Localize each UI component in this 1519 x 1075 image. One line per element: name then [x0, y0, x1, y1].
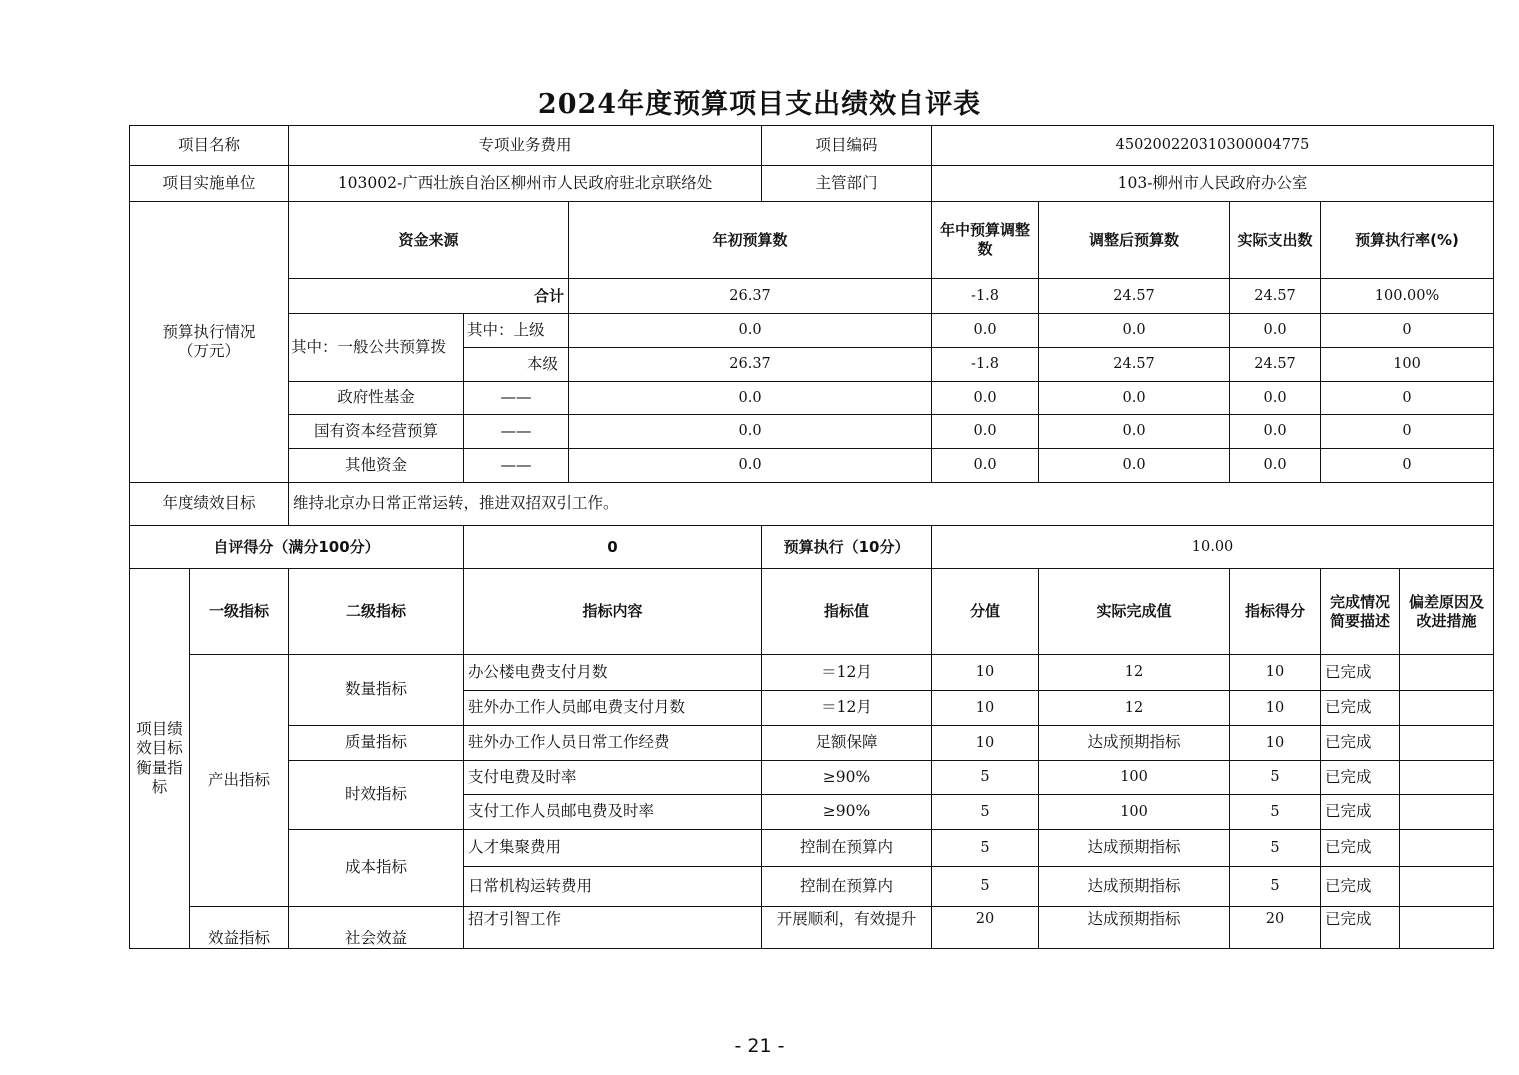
indicator-status: 已完成 — [1321, 655, 1400, 691]
indicator-points: 5 — [932, 795, 1039, 830]
evaluation-table — [129, 125, 1494, 949]
dept-label: 主管部门 — [762, 166, 932, 202]
indicator-status: 已完成 — [1321, 867, 1400, 907]
local-actual: 24.57 — [1230, 348, 1321, 382]
indicator-content: 人才集聚费用 — [464, 830, 762, 867]
header-actual: 实际支出数 — [1230, 202, 1321, 279]
social-benefit-label: 社会效益 — [289, 907, 464, 949]
table-row — [130, 761, 1494, 795]
indicator-reason — [1400, 867, 1494, 907]
table-row — [130, 314, 1494, 348]
indicator-value: 足额保障 — [762, 726, 932, 761]
table-row — [130, 382, 1494, 415]
header-level1: 一级指标 — [190, 569, 289, 655]
goal-label: 年度绩效目标 — [130, 483, 289, 526]
table-row — [130, 279, 1494, 314]
fund-source-label: 其他资金 — [289, 449, 464, 483]
indicator-points: 10 — [932, 655, 1039, 691]
page-title: 2024年度预算项目支出绩效自评表 — [537, 89, 982, 120]
table-row — [130, 907, 1494, 949]
table-row — [130, 526, 1494, 569]
upper-label: 其中：上级 — [464, 314, 569, 348]
fund-source-label: 政府性基金 — [289, 382, 464, 415]
indicator-score: 5 — [1230, 867, 1321, 907]
table-row — [130, 830, 1494, 867]
timeliness-indicator-label: 时效指标 — [289, 761, 464, 830]
fund-rate: 0 — [1321, 415, 1494, 449]
indicator-value: ＝12月 — [762, 655, 932, 691]
local-adjusted: 24.57 — [1039, 348, 1230, 382]
indicator-actual: 100 — [1039, 795, 1230, 830]
indicator-points: 5 — [932, 761, 1039, 795]
local-rate: 100 — [1321, 348, 1494, 382]
indicator-points: 20 — [932, 907, 1039, 949]
indicator-score: 10 — [1230, 655, 1321, 691]
indicator-status: 已完成 — [1321, 726, 1400, 761]
header-status: 完成情况简要描述 — [1321, 569, 1400, 655]
score-value: 0 — [464, 526, 762, 569]
indicator-content: 支付工作人员邮电费及时率 — [464, 795, 762, 830]
header-reason: 偏差原因及改进措施 — [1400, 569, 1494, 655]
indicator-content: 日常机构运转费用 — [464, 867, 762, 907]
table-row — [130, 726, 1494, 761]
evaluation-table-container — [129, 125, 1493, 947]
indicator-score: 20 — [1230, 907, 1321, 949]
indicator-score: 5 — [1230, 795, 1321, 830]
header-initial: 年初预算数 — [569, 202, 932, 279]
indicator-actual: 100 — [1039, 761, 1230, 795]
project-name-label: 项目名称 — [130, 126, 289, 166]
benefit-indicator-label: 效益指标 — [190, 907, 289, 949]
table-row — [130, 202, 1494, 279]
local-label: 本级 — [464, 348, 569, 382]
indicator-status: 已完成 — [1321, 795, 1400, 830]
total-adjusted: 24.57 — [1039, 279, 1230, 314]
indicator-actual: 达成预期指标 — [1039, 867, 1230, 907]
upper-adjusted: 0.0 — [1039, 314, 1230, 348]
upper-rate: 0 — [1321, 314, 1494, 348]
table-row — [130, 569, 1494, 655]
fund-mid-adjust: 0.0 — [932, 449, 1039, 483]
exec-label: 预算执行（10分） — [762, 526, 932, 569]
header-value: 指标值 — [762, 569, 932, 655]
fund-mid-adjust: 0.0 — [932, 415, 1039, 449]
indicator-actual: 达成预期指标 — [1039, 726, 1230, 761]
indicator-value: 控制在预算内 — [762, 867, 932, 907]
fund-adjusted: 0.0 — [1039, 415, 1230, 449]
fund-mid-adjust: 0.0 — [932, 382, 1039, 415]
dept: 103-柳州市人民政府办公室 — [932, 166, 1494, 202]
indicator-content: 办公楼电费支付月数 — [464, 655, 762, 691]
indicator-value: ≥90% — [762, 795, 932, 830]
total-initial: 26.37 — [569, 279, 932, 314]
indicator-content: 支付电费及时率 — [464, 761, 762, 795]
indicator-value: ≥90% — [762, 761, 932, 795]
table-row — [130, 415, 1494, 449]
page-number: - 21 - — [734, 1035, 785, 1057]
indicator-status: 已完成 — [1321, 907, 1400, 949]
header-score: 指标得分 — [1230, 569, 1321, 655]
table-row — [130, 483, 1494, 526]
indicator-value: 控制在预算内 — [762, 830, 932, 867]
indicator-reason — [1400, 726, 1494, 761]
indicator-value: ＝12月 — [762, 691, 932, 726]
total-actual: 24.57 — [1230, 279, 1321, 314]
header-content: 指标内容 — [464, 569, 762, 655]
indicator-reason — [1400, 795, 1494, 830]
fund-adjusted: 0.0 — [1039, 382, 1230, 415]
quantity-indicator-label: 数量指标 — [289, 655, 464, 726]
indicator-actual: 12 — [1039, 691, 1230, 726]
header-level2: 二级指标 — [289, 569, 464, 655]
table-row — [130, 126, 1494, 166]
project-name: 专项业务费用 — [289, 126, 762, 166]
header-adjusted: 调整后预算数 — [1039, 202, 1230, 279]
fund-initial: 0.0 — [569, 382, 932, 415]
indicator-reason — [1400, 655, 1494, 691]
impl-unit-label: 项目实施单位 — [130, 166, 289, 202]
general-budget-label: 其中：一般公共预算拨 — [289, 314, 464, 382]
indicator-points: 10 — [932, 726, 1039, 761]
budget-section-label: 预算执行情况（万元） — [130, 202, 289, 483]
quality-indicator-label: 质量指标 — [289, 726, 464, 761]
fund-source-dash: —— — [464, 449, 569, 483]
indicator-reason — [1400, 830, 1494, 867]
fund-initial: 0.0 — [569, 415, 932, 449]
header-points: 分值 — [932, 569, 1039, 655]
score-label: 自评得分（满分100分） — [130, 526, 464, 569]
table-row — [130, 449, 1494, 483]
project-code: 450200220310300004775 — [932, 126, 1494, 166]
indicator-points: 10 — [932, 691, 1039, 726]
indicator-score: 5 — [1230, 761, 1321, 795]
cost-indicator-label: 成本指标 — [289, 830, 464, 907]
local-mid-adjust: -1.8 — [932, 348, 1039, 382]
fund-actual: 0.0 — [1230, 449, 1321, 483]
indicator-content: 驻外办工作人员日常工作经费 — [464, 726, 762, 761]
indicator-score: 10 — [1230, 726, 1321, 761]
header-rate: 预算执行率(%) — [1321, 202, 1494, 279]
fund-adjusted: 0.0 — [1039, 449, 1230, 483]
table-row — [130, 166, 1494, 202]
indicator-reason — [1400, 761, 1494, 795]
project-code-label: 项目编码 — [762, 126, 932, 166]
indicator-section-label: 项目绩效目标衡量指标 — [130, 569, 190, 949]
total-rate: 100.00% — [1321, 279, 1494, 314]
fund-initial: 0.0 — [569, 449, 932, 483]
fund-source-dash: —— — [464, 415, 569, 449]
indicator-reason — [1400, 691, 1494, 726]
upper-mid-adjust: 0.0 — [932, 314, 1039, 348]
indicator-content: 驻外办工作人员邮电费支付月数 — [464, 691, 762, 726]
indicator-actual: 12 — [1039, 655, 1230, 691]
header-source: 资金来源 — [289, 202, 569, 279]
indicator-status: 已完成 — [1321, 691, 1400, 726]
impl-unit: 103002-广西壮族自治区柳州市人民政府驻北京联络处 — [289, 166, 762, 202]
fund-actual: 0.0 — [1230, 382, 1321, 415]
fund-actual: 0.0 — [1230, 415, 1321, 449]
total-mid-adjust: -1.8 — [932, 279, 1039, 314]
indicator-actual: 达成预期指标 — [1039, 830, 1230, 867]
indicator-points: 5 — [932, 867, 1039, 907]
indicator-value: 开展顺利，有效提升 — [762, 907, 932, 949]
goal-text: 维持北京办日常正常运转，推进双招双引工作。 — [289, 483, 1494, 526]
header-actual-value: 实际完成值 — [1039, 569, 1230, 655]
indicator-reason — [1400, 907, 1494, 949]
header-mid-adjust: 年中预算调整数 — [932, 202, 1039, 279]
total-label: 合计 — [289, 279, 569, 314]
upper-initial: 0.0 — [569, 314, 932, 348]
table-row — [130, 655, 1494, 691]
upper-actual: 0.0 — [1230, 314, 1321, 348]
output-indicator-label: 产出指标 — [190, 655, 289, 907]
local-initial: 26.37 — [569, 348, 932, 382]
fund-source-dash: —— — [464, 382, 569, 415]
fund-rate: 0 — [1321, 382, 1494, 415]
indicator-points: 5 — [932, 830, 1039, 867]
indicator-content: 招才引智工作 — [464, 907, 762, 949]
fund-rate: 0 — [1321, 449, 1494, 483]
indicator-status: 已完成 — [1321, 830, 1400, 867]
indicator-actual: 达成预期指标 — [1039, 907, 1230, 949]
fund-source-label: 国有资本经营预算 — [289, 415, 464, 449]
indicator-status: 已完成 — [1321, 761, 1400, 795]
indicator-score: 5 — [1230, 830, 1321, 867]
exec-value: 10.00 — [932, 526, 1494, 569]
indicator-score: 10 — [1230, 691, 1321, 726]
